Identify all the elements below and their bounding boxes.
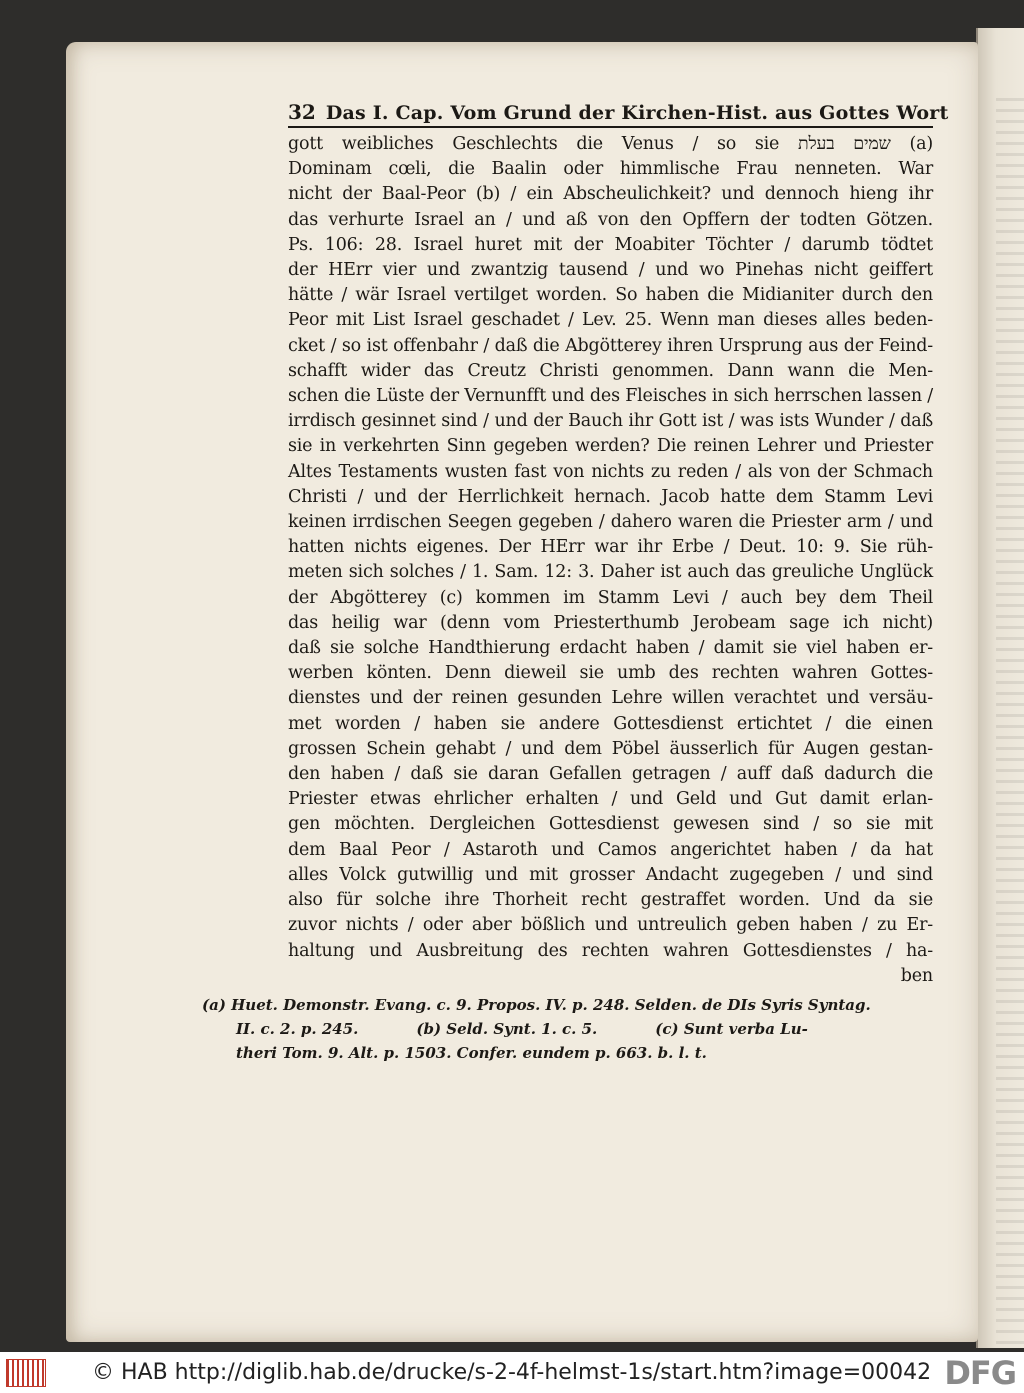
text-line: schen die Lüste der Vernunfft und des Fleisches in sich herrschen lassen /: [288, 386, 933, 407]
text-line: hätte / wär Israel vertilget worden. So haben die Midianiter durch den: [288, 285, 933, 306]
footnote-line-2: [202, 1017, 936, 1041]
running-header: [288, 100, 949, 128]
text-line: Dominam cœli, die Baalin oder himmlische Frau nenneten. War: [288, 159, 933, 180]
text-line: daß sie solche Handthierung erdacht haben / damit sie viel haben er-: [288, 638, 933, 659]
text-line: keinen irrdischen Seegen gegeben / dahero waren die Priester arm / und: [288, 512, 933, 533]
dfg-logo[interactable]: DFG: [944, 1353, 1016, 1392]
footnote-b: (b) Seld. Synt. 1. c. 5.: [416, 1019, 598, 1038]
footnotes: [202, 993, 936, 1065]
footnote-a-continuation: II. c. 2. p. 245.: [236, 1019, 359, 1038]
text-line: alles Volck gutwillig und mit grosser Andacht zugegeben / und sind: [288, 864, 933, 885]
facing-page-edge: [976, 28, 1024, 1348]
text-line: meten sich solches / 1. Sam. 12: 3. Daher ist auch das greuliche Unglück: [288, 562, 933, 583]
text-line: Christi / und der Herrlichkeit hernach. Jacob hatte dem Stamm Levi: [288, 486, 933, 507]
text-line: der Abgötterey (c) kommen im Stamm Levi / auch bey dem Theil: [288, 587, 933, 608]
running-title: Das I. Cap. Vom Grund der Kirchen-Hist. aus Gottes Wort: [325, 102, 949, 124]
text-line: das verhurte Israel an / und aß von den Opffern der todten Götzen.: [288, 209, 933, 230]
footnote-line-1: (a) Huet. Demonstr. Evang. c. 9. Propos. IV. p. 248. Selden. de DIs Syris Syntag.: [202, 995, 871, 1014]
text-line: werben könten. Denn dieweil sie umb des rechten wahren Gottes-: [288, 663, 933, 684]
text-line: cket / so ist offenbahr / daß die Abgötterey ihren Ursprung aus der Feind-: [288, 335, 933, 356]
text-line: grossen Schein gehabt / und dem Pöbel äusserlich für Augen gestan-: [288, 738, 933, 759]
text-line: zuvor nichts / oder aber bößlich und untreulich geben haben / zu Er-: [288, 915, 933, 936]
text-line: hatten nichts eigenes. Der HErr war ihr Erbe / Deut. 10: 9. Sie rüh-: [288, 537, 933, 558]
text-line: haltung und Ausbreitung des rechten wahren Gottesdienstes / ha-: [288, 940, 933, 961]
text-line: gott weibliches Geschlechts die Venus / so sie שמים בעלת (a): [288, 134, 934, 154]
footnote-line-3: theri Tom. 9. Alt. p. 1503. Confer. eundem p. 663. b. l. t.: [236, 1043, 707, 1062]
hab-logo-icon[interactable]: [6, 1359, 46, 1387]
text-line: met worden / haben sie andere Gottesdienst ertichtet / die einen: [288, 713, 933, 734]
body-text: [288, 132, 933, 964]
text-line: Altes Testaments wusten fast von nichts zu reden / als von der Schmach: [288, 461, 933, 482]
text-line: gen möchten. Dergleichen Gottesdienst gewesen sind / so sie mit: [288, 814, 933, 835]
copyright-link[interactable]: © HAB http://diglib.hab.de/drucke/s-2-4f-helmst-1s/start.htm?image=00042: [92, 1360, 932, 1385]
text-line: Ps. 106: 28. Israel huret mit der Moabiter Töchter / darumb tödtet: [288, 234, 933, 255]
text-line: schafft wider das Creutz Christi genommen. Dann wann die Men-: [288, 360, 933, 381]
text-line: Peor mit List Israel geschadet / Lev. 25. Wenn man dieses alles beden-: [288, 310, 933, 331]
text-line: den haben / daß sie daran Gefallen getragen / auff daß dadurch die: [288, 764, 933, 785]
text-line: der HErr vier und zwantzig tausend / und wo Pinehas nicht geiffert: [288, 260, 933, 281]
footnote-c: (c) Sunt verba Lu-: [655, 1019, 808, 1038]
catchword: ben: [900, 965, 933, 986]
text-line: dem Baal Peor / Astaroth und Camos angerichtet haben / da hat: [288, 839, 933, 860]
page-content: [202, 100, 949, 1065]
text-line: also für solche ihre Thorheit recht gestraffet worden. Und da sie: [288, 890, 933, 911]
text-line: dienstes und der reinen gesunden Lehre willen verachtet und versäu-: [288, 688, 933, 709]
page-edge-texture: [996, 98, 1024, 1348]
text-line: irrdisch gesinnet sind / und der Bauch ihr Gott ist / was ists Wunder / daß: [288, 411, 933, 432]
text-line: sie in verkehrten Sinn gegeben werden? Die reinen Lehrer und Priester: [288, 436, 933, 457]
page-number: 32: [288, 100, 316, 124]
text-line: Priester etwas ehrlicher erhalten / und Geld und Gut damit erlan-: [288, 789, 933, 810]
text-line: das heilig war (denn vom Priesterthumb Jerobeam sage ich nicht): [288, 612, 933, 633]
book-page: [66, 42, 978, 1342]
text-line: nicht der Baal-Peor (b) / ein Abscheulichkeit? und dennoch hieng ihr: [288, 184, 933, 205]
viewer-footer: [0, 1352, 1024, 1393]
